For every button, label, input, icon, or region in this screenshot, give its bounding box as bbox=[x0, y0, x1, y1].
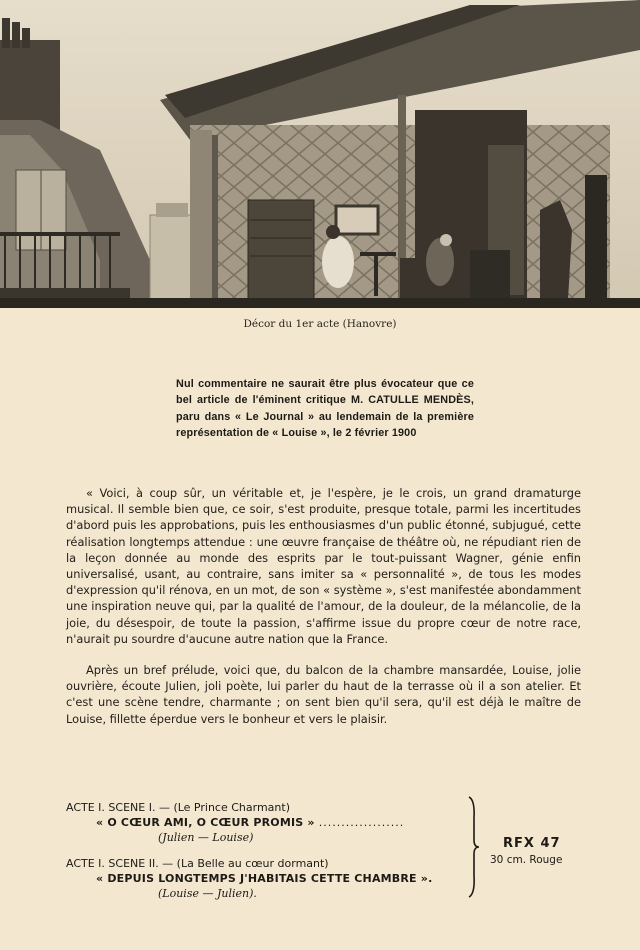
track-roles: (Louise — Julien). bbox=[158, 887, 257, 900]
track-list bbox=[66, 800, 466, 912]
photo-caption: Décor du 1er acte (Hanovre) bbox=[243, 318, 397, 330]
track-title-text: « DEPUIS LONGTEMPS J'HABITAIS CETTE CHAMBRE ». bbox=[96, 872, 433, 885]
article-text bbox=[66, 485, 581, 727]
intro-note bbox=[176, 376, 474, 442]
article-paragraph-1: « Voici, à coup sûr, un véritable et, je l'espère, je le crois, un grand dramaturge musical. Il semble bien que, ce soir, s'est produite, presque totale, parmi les incertitudes d'abord puis les approbations, puis les enthousiasmes d'un public étonné, subjugué, cette réalisation longtemps attendue : une œuvre française de théâtre où, ne répudiant rien de la leçon donnée au monde des esprits par le tout-puissant Wagner, génie enfin universalisé, usant, au contraire, sans imiter sa « personnalité », de tous les modes d'expression qu'il rénova, en un mot, de son « système », s'est manifestée abondamment une inspiration neuve qui, par la qualité de l'amour, de la douleur, de la mélancolie, de la joie, du désespoir, de toute la passion, s'affirme issue du propre cœur de notre race, n'aurait pu sourdre d'aucune autre nation que la France. bbox=[66, 486, 581, 646]
track-item bbox=[66, 800, 466, 845]
curly-brace-icon bbox=[466, 796, 480, 898]
intro-text: Nul commentaire ne saurait être plus évocateur que ce bel article de l'éminent critique M. CATULLE MENDÈS, paru dans « Le Journal » au lendemain de la première représentation de « Louise », le 2 février 1900 bbox=[176, 378, 474, 440]
track-leader-dots: ................... bbox=[318, 816, 405, 829]
stage-photo-illustration bbox=[0, 0, 640, 308]
track-title-text: « O CŒUR AMI, O CŒUR PROMIS » bbox=[96, 816, 315, 829]
track-heading: ACTE I. SCENE II. — (La Belle au cœur dormant) bbox=[66, 857, 329, 870]
track-roles: (Julien — Louise) bbox=[158, 831, 254, 844]
track-heading: ACTE I. SCENE I. — (Le Prince Charmant) bbox=[66, 801, 290, 814]
track-title bbox=[96, 815, 466, 830]
record-reference: RFX 47 bbox=[503, 836, 561, 851]
stage-set-photo bbox=[0, 0, 640, 308]
article-paragraph-2: Après un bref prélude, voici que, du balcon de la chambre mansardée, Louise, jolie ouvrière, écoute Julien, joli poète, lui parler du haut de la terrasse où il a son atelier. Et c'est une scène tendre, charmante ; on sent bien qu'il sera, qu'il est déjà le maître de Louise, fillette éperdue vers le bonheur et vers le plaisir. bbox=[66, 663, 581, 726]
track-title bbox=[96, 871, 466, 886]
record-format: 30 cm. Rouge bbox=[490, 854, 563, 866]
track-item bbox=[66, 856, 466, 901]
record-info bbox=[490, 836, 600, 866]
